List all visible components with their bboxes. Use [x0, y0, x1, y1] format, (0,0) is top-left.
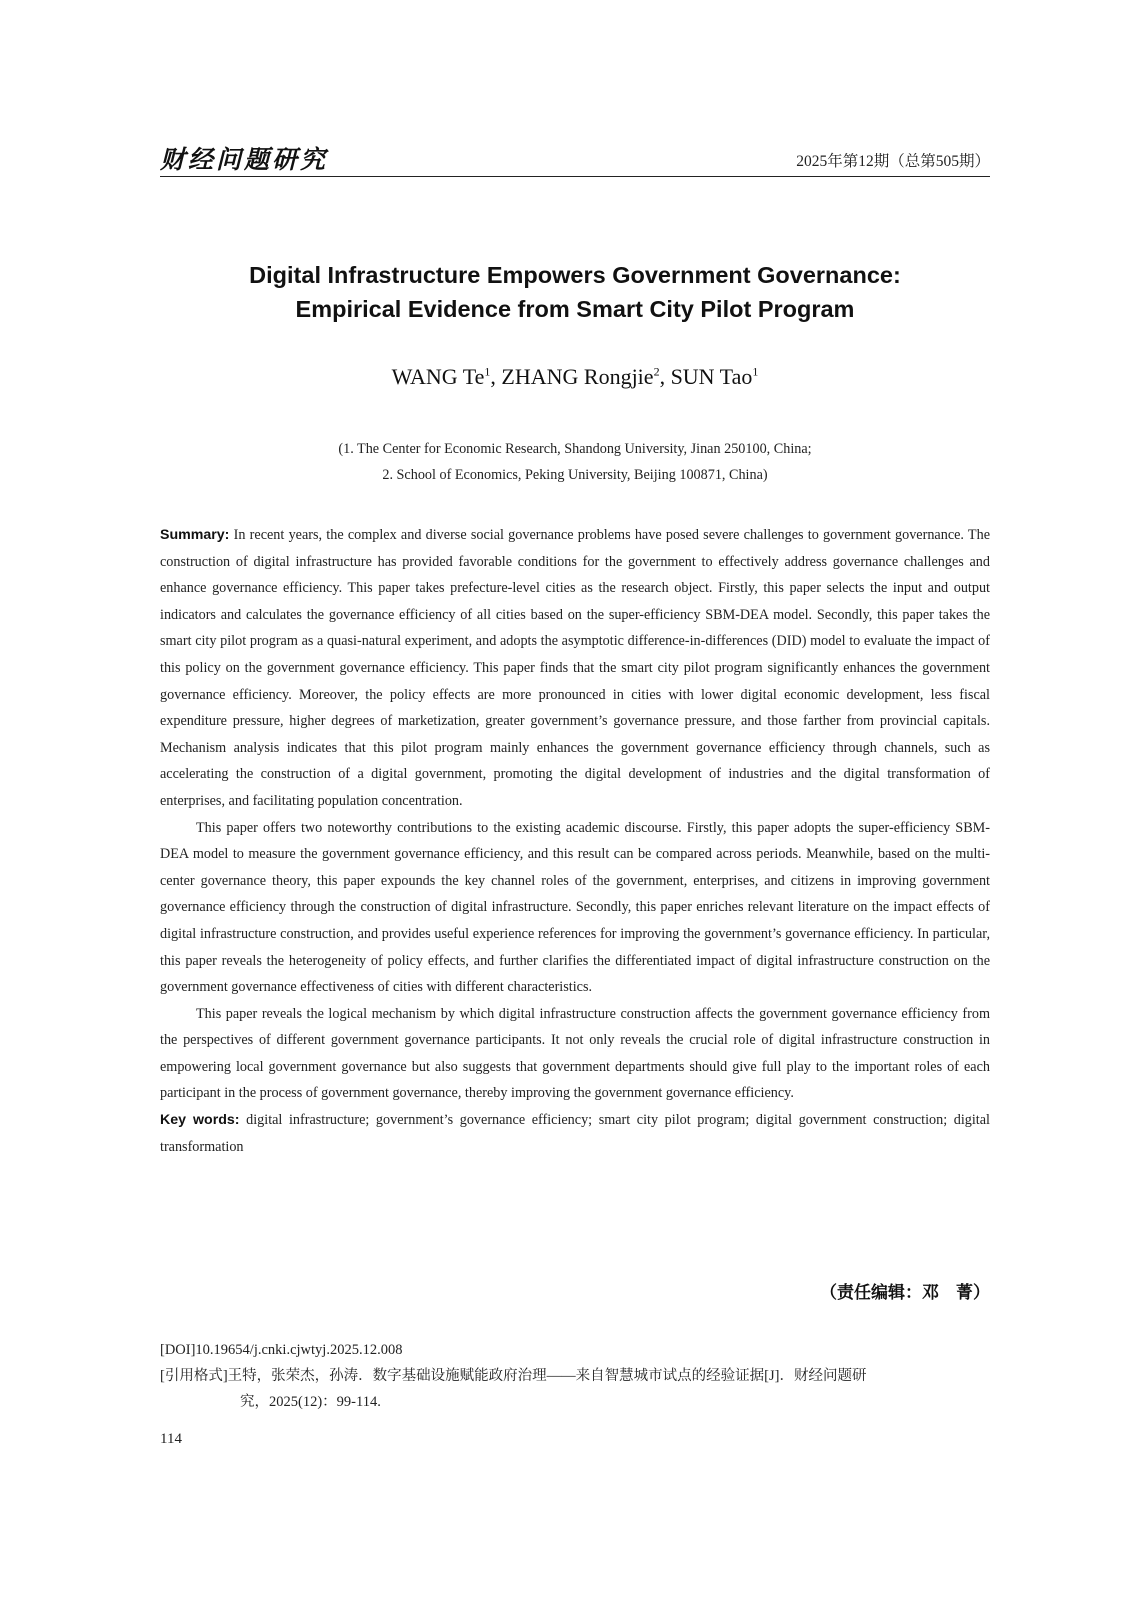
author-affil-mark: 1: [484, 364, 491, 379]
affiliation-line: 2. School of Economics, Peking University, Beijing 100871, China): [382, 467, 768, 483]
citation-format-line-2: 究，2025(12)：99-114.: [240, 1394, 381, 1410]
summary-paragraph-3: This paper reveals the logical mechanism by which digital infrastructure construction affects the government governance efficiency from the perspectives of different government governance participants. It not only reveals the crucial role of digital infrastructure construction in empowering local government governance but also suggests that government departments should give full play to the important roles of each participant in the process of government governance, thereby improving the government governance efficiency.: [160, 1005, 990, 1102]
author-affil-mark: 2: [653, 364, 660, 379]
keywords-label: Key words:: [160, 1112, 240, 1129]
summary-paragraph-2: This paper offers two noteworthy contributions to the existing academic discourse. Firstly, this paper adopts the super-efficiency SBM-DEA model to measure the government governance efficiency, and this result can be compared across periods. Meanwhile, based on the multi-center governance theory, this paper expounds the key channel roles of the government, enterprises, and citizens in improving government governance efficiency through the construction of digital infrastructure. Secondly, this paper enriches relevant literature on the impact effects of digital infrastructure construction, and provides useful experience references for improving the government’s governance efficiency. In particular, this paper reveals the heterogeneity of policy effects, and further clarifies the differentiated impact of digital infrastructure construction on the government governance effectiveness of cities with different characteristics.: [160, 819, 990, 996]
abstract-body: [160, 522, 990, 1160]
citation-format-line-1: [引用格式]王特，张荣杰，孙涛．数字基础设施赋能政府治理——来自智慧城市试点的经验证据[J]．财经问题研: [160, 1368, 867, 1384]
affiliation-line: (1. The Center for Economic Research, Shandong University, Jinan 250100, China;: [338, 441, 812, 457]
journal-logo: 财经问题研究: [160, 145, 329, 174]
responsible-editor: （责任编辑：邓 菁）: [820, 1283, 990, 1303]
affiliations: [160, 436, 990, 488]
keywords-paragraph: [160, 1107, 990, 1160]
paper-title: [160, 258, 990, 326]
summary-paragraph-1: [160, 522, 990, 815]
title-line-1: Digital Infrastructure Empowers Government Governance:: [249, 262, 901, 288]
author-affil-mark: 1: [752, 364, 759, 379]
page-header: [160, 140, 990, 177]
issue-info: 2025年第12期（总第505期）: [796, 153, 990, 170]
author-name: WANG Te: [391, 364, 485, 389]
keywords-text: digital infrastructure; government’s governance efficiency; smart city pilot program; digital government construction; digital transformation: [160, 1112, 990, 1155]
author-name: ZHANG Rongjie: [501, 364, 654, 389]
title-line-2: Empirical Evidence from Smart City Pilot Program: [295, 296, 855, 322]
citation-block: [160, 1337, 990, 1415]
author-list: WANG Te$^1$, ZHANG Rongjie$^2$, SUN Tao$^1$: [391, 364, 759, 389]
author-name: SUN Tao: [670, 364, 753, 389]
summary-label: Summary:: [160, 527, 230, 543]
page-number: 114: [160, 1431, 182, 1447]
summary-text-1: In recent years, the complex and diverse social governance problems have posed severe challenges to government governance. The construction of digital infrastructure has provided favorable conditions for the government to effectively address governance challenges and enhance governance efficiency. This paper takes prefecture-level cities as the research object. Firstly, this paper selects the input and output indicators and calculates the governance efficiency of all cities based on the super-efficiency SBM-DEA model. Secondly, this paper takes the smart city pilot program as a quasi-natural experiment, and adopts the asymptotic difference-in-differences (DID) model to evaluate the impact of this policy on the government governance efficiency. This paper finds that the smart city pilot program significantly enhances the government governance efficiency. Moreover, the policy effects are more pronounced in cities with lower digital economic development, less fiscal expenditure pressure, higher degrees of marketization, greater government’s governance pressure, and those farther from provincial capitals. Mechanism analysis indicates that this pilot program mainly enhances the government governance efficiency through channels, such as accelerating the construction of a digital government, promoting the digital development of industries and the digital transformation of enterprises, and facilitating population concentration.: [160, 527, 990, 809]
doi-line: [DOI]10.19654/j.cnki.cjwtyj.2025.12.008: [160, 1342, 403, 1358]
